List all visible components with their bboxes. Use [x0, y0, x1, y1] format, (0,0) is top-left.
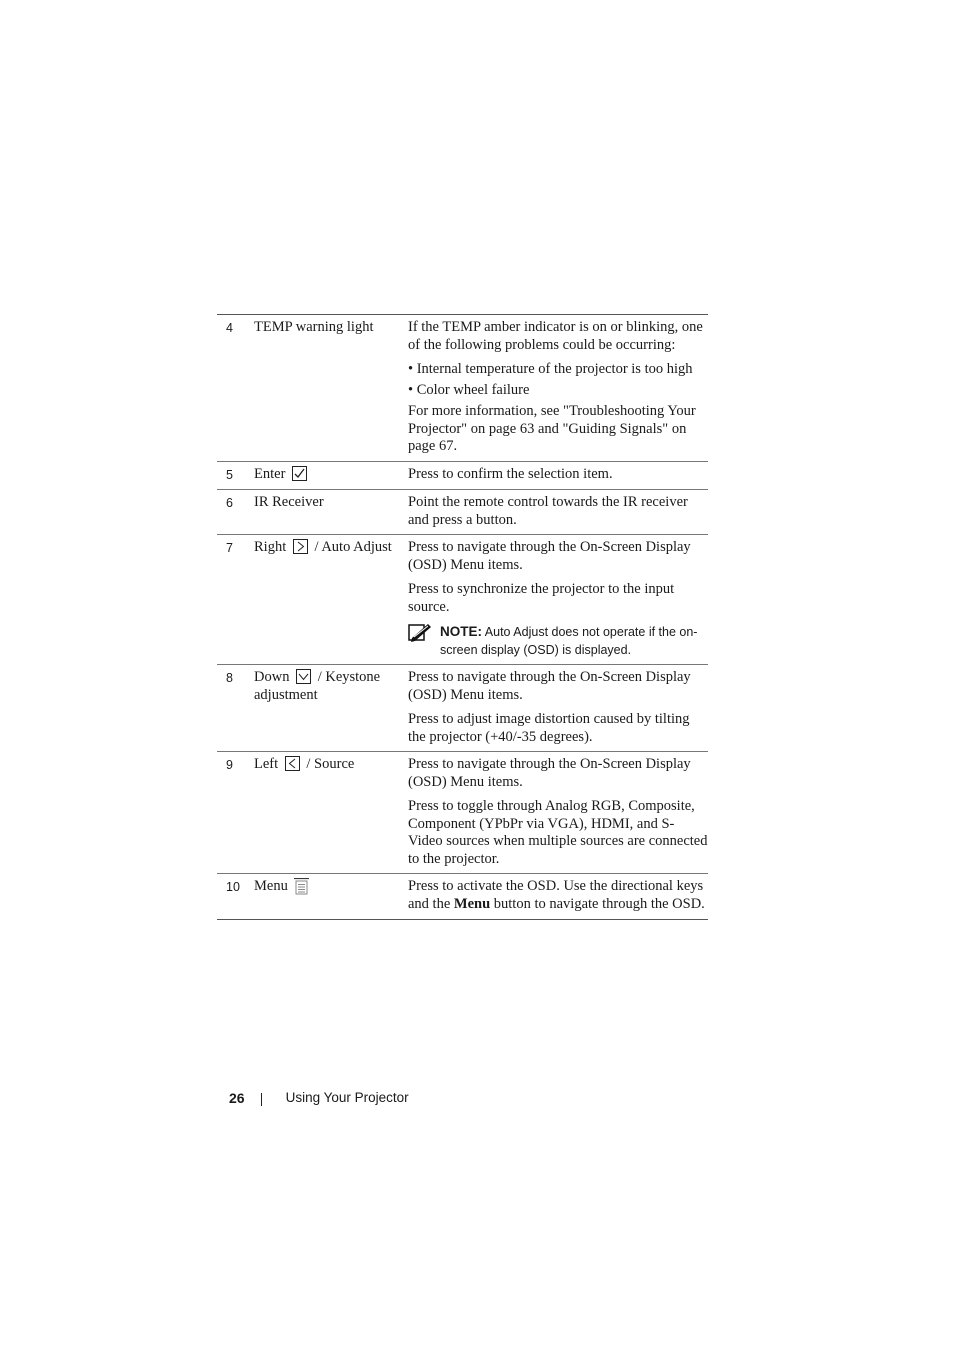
table-row: [217, 315, 708, 461]
row-name: [254, 539, 408, 659]
row-name-label: Enter: [254, 465, 286, 482]
row-number: 4: [226, 321, 233, 335]
row-description: [408, 466, 708, 485]
description-text: Press to navigate through the On-Screen Display (OSD) Menu items.: [408, 539, 691, 573]
note-keyword: Auto Adjust: [484, 625, 549, 639]
page-number: 26: [229, 1089, 245, 1106]
row-name-label: Right: [254, 539, 287, 555]
list-item: • Color wheel failure: [408, 382, 708, 400]
row-name: IR Receiver: [254, 494, 324, 510]
row-name: [254, 756, 408, 868]
table-row: [217, 461, 708, 490]
row-number: 5: [226, 467, 233, 482]
button-description-table: [217, 314, 708, 920]
down-arrow-icon: [296, 669, 311, 684]
left-arrow-icon: [285, 756, 300, 771]
description-text: Press to toggle through Analog RGB, Composite, Component (YPbPr via VGA), HDMI, and S-Video sources when multiple sources are connected to the projector.: [408, 798, 708, 867]
note-pencil-icon: [408, 623, 432, 643]
desc-pre: Press to activate the OSD. Use the directional keys and the: [408, 878, 704, 912]
section-title: Using Your Projector: [285, 1090, 409, 1105]
description-text: Press to adjust image distortion caused by tilting the projector (+40/-35 degrees).: [408, 711, 690, 745]
row-description: [408, 494, 708, 529]
row-name-label: Menu: [254, 878, 288, 894]
table-row: [217, 534, 708, 664]
row-number: 9: [226, 758, 233, 772]
row-name: TEMP warning light: [254, 319, 374, 335]
row-name: [254, 466, 408, 485]
note-text: does not operate if the on-screen display (OSD) is displayed.: [440, 625, 698, 657]
description-text: Press to confirm the selection item.: [408, 465, 613, 482]
footer-divider: [261, 1093, 262, 1106]
menu-keyword: Menu: [453, 895, 491, 912]
description-text: Press to navigate through the On-Screen Display (OSD) Menu items.: [408, 669, 691, 703]
page-footer: [229, 1089, 409, 1106]
menu-icon: [294, 878, 309, 893]
description-text: If the TEMP amber indicator is on or blinking, one of the following problems could be occurring:: [408, 319, 703, 353]
description-text: Point the remote control towards the IR receiver and press a button.: [408, 494, 688, 528]
row-number: 10: [226, 880, 240, 894]
bullet-list: [408, 361, 708, 399]
row-name-label: Left: [254, 756, 279, 772]
right-arrow-icon: [293, 539, 308, 554]
table-row: [217, 489, 708, 534]
table-row: [217, 873, 708, 919]
row-description: [408, 319, 708, 456]
description-text: Press to navigate through the On-Screen Display (OSD) Menu items.: [408, 756, 691, 790]
row-name: [254, 669, 408, 746]
row-number: 8: [226, 671, 233, 685]
list-item: • Internal temperature of the projector is too high: [408, 361, 708, 379]
description-text: Press to synchronize the projector to the input source.: [408, 581, 675, 615]
row-name-suffix: / Auto Adjust: [314, 539, 392, 555]
row-number: 7: [226, 541, 233, 555]
description-text: For more information, see "Troubleshooting Your Projector" on page 63 and "Guiding Signals" on page 67.: [408, 403, 696, 454]
note-label: NOTE:: [440, 624, 482, 639]
row-description: [408, 669, 708, 746]
row-name-suffix: / Keystone adjustment: [254, 669, 381, 703]
enter-icon: [292, 466, 307, 481]
row-name-suffix: / Source: [306, 756, 355, 772]
row-number: 6: [226, 496, 233, 510]
row-description: [408, 539, 708, 659]
row-name-label: Down: [254, 669, 290, 685]
row-description: [408, 878, 708, 913]
table-row: [217, 664, 708, 751]
note-box: [408, 623, 708, 659]
description-text: [408, 878, 708, 913]
table-row: [217, 751, 708, 873]
desc-post: button to navigate through the OSD.: [493, 895, 705, 912]
row-name: [254, 878, 408, 913]
row-description: [408, 756, 708, 868]
